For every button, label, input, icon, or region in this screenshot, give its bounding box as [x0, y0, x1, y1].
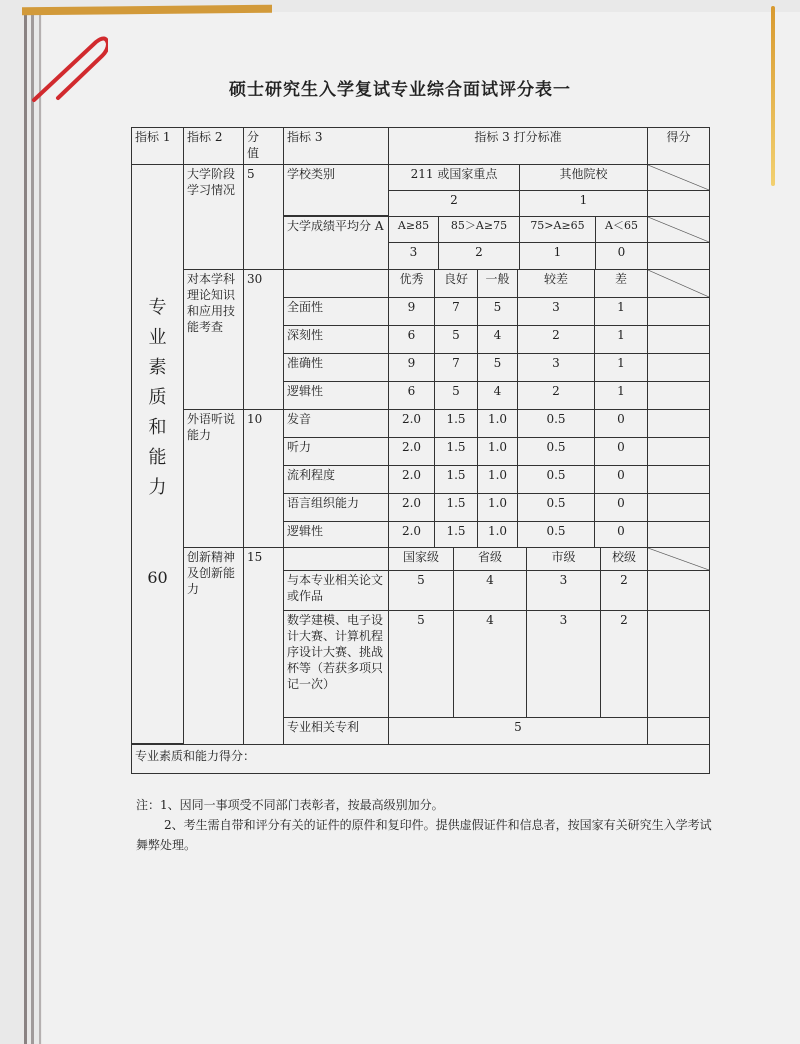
criterion-label: 逻辑性 [283, 521, 389, 548]
header-indicator3: 指标 3 [283, 127, 389, 165]
criterion-score: 5 [388, 570, 454, 611]
criterion-score: 1 [594, 353, 648, 382]
criterion-score: 4 [477, 325, 518, 354]
criterion-score: 2 [600, 610, 648, 718]
criterion-score: 2 [600, 570, 648, 611]
blank-cell [283, 547, 389, 571]
school-type-label: 学校类别 [283, 164, 389, 216]
criterion-label: 发音 [283, 409, 389, 438]
grade-header: 差 [594, 269, 648, 298]
criterion-score: 2 [517, 381, 595, 410]
score-input[interactable] [647, 717, 710, 745]
criterion-label: 深刻性 [283, 325, 389, 354]
header-criteria: 指标 3 打分标准 [388, 127, 648, 165]
criterion-label: 与本专业相关论文或作品 [283, 570, 389, 611]
score-cell-disabled [647, 269, 710, 298]
criterion-score: 0.5 [517, 493, 595, 522]
criterion-label: 流利程度 [283, 465, 389, 494]
criterion-score: 2.0 [388, 437, 435, 466]
criterion-score: 0 [594, 493, 648, 522]
section-name: 对本学科理论知识和应用技能考查 [183, 269, 244, 410]
school-type-score: 1 [519, 190, 648, 217]
criterion-score: 4 [453, 610, 527, 718]
criterion-score: 1 [594, 325, 648, 354]
paper-edge [39, 12, 41, 1044]
criterion-score: 3 [517, 353, 595, 382]
score-input[interactable] [647, 610, 710, 718]
criterion-score: 0 [594, 437, 648, 466]
criterion-score: 2.0 [388, 493, 435, 522]
criterion-score: 5 [434, 325, 478, 354]
criterion-score: 0.5 [517, 521, 595, 548]
gpa-header: 85＞A≥75 [438, 216, 520, 243]
notes [136, 795, 716, 855]
criterion-score: 1.5 [434, 409, 478, 438]
section-points: 5 [243, 164, 284, 270]
criterion-score: 1 [594, 381, 648, 410]
score-input[interactable] [647, 493, 710, 522]
criterion-label: 听力 [283, 437, 389, 466]
criterion-score: 2 [517, 325, 595, 354]
school-type-score: 2 [388, 190, 520, 217]
score-input[interactable] [647, 297, 710, 326]
score-input[interactable] [647, 353, 710, 382]
level-header: 国家级 [388, 547, 454, 571]
criterion-score: 1.5 [434, 437, 478, 466]
blank-cell [283, 269, 389, 298]
total-score-row[interactable] [131, 744, 710, 774]
section-name: 外语听说能力 [183, 409, 244, 548]
paper-edge [24, 12, 27, 1044]
criterion-score: 1.5 [434, 465, 478, 494]
criterion-score: 4 [453, 570, 527, 611]
criterion-score: 1.0 [477, 521, 518, 548]
total-score-label: 专业素质和能力得分： [135, 749, 256, 763]
criterion-score: 3 [517, 297, 595, 326]
criterion-label: 准确性 [283, 353, 389, 382]
score-cell-disabled [647, 164, 710, 191]
criterion-score: 1.0 [477, 409, 518, 438]
criterion-score: 0 [594, 521, 648, 548]
criterion-score: 9 [388, 297, 435, 326]
criterion-score: 9 [388, 353, 435, 382]
score-input[interactable] [647, 570, 710, 611]
criterion-score: 5 [477, 297, 518, 326]
criterion-score: 1.5 [434, 521, 478, 548]
level-header: 省级 [453, 547, 527, 571]
level-header: 市级 [526, 547, 601, 571]
gpa-score: 3 [388, 242, 439, 270]
criterion-score: 6 [388, 381, 435, 410]
grade-header: 一般 [477, 269, 518, 298]
criterion-score: 1.0 [477, 493, 518, 522]
score-input[interactable] [647, 521, 710, 548]
criterion-score: 1 [594, 297, 648, 326]
section-name: 大学阶段学习情况 [183, 164, 244, 270]
criterion-score: 7 [434, 297, 478, 326]
criterion-score: 5 [434, 381, 478, 410]
gpa-score: 0 [595, 242, 648, 270]
gpa-score: 1 [519, 242, 596, 270]
grade-header: 优秀 [388, 269, 435, 298]
level-header: 校级 [600, 547, 648, 571]
criterion-score: 3 [526, 610, 601, 718]
criterion-score: 1.0 [477, 437, 518, 466]
criterion-score: 2.0 [388, 465, 435, 494]
section-points: 10 [243, 409, 284, 548]
section-points: 30 [243, 269, 284, 410]
note-2: 2、考生需自带和评分有关的证件的原件和复印件。提供虚假证件和信息者，按国家有关研究生入学考试舞弊处理。 [136, 818, 712, 852]
header-indicator2: 指标 2 [183, 127, 244, 165]
grade-header: 良好 [434, 269, 478, 298]
header-points: 分值 [243, 127, 284, 165]
criterion-score: 1.0 [477, 465, 518, 494]
criterion-score: 0.5 [517, 409, 595, 438]
gpa-header: 75>A≥65 [519, 216, 596, 243]
school-type-header: 211 或国家重点 [388, 164, 520, 191]
criterion-score: 4 [477, 381, 518, 410]
paper-edge [31, 12, 34, 1044]
gpa-header: A≥85 [388, 216, 439, 243]
score-input[interactable] [647, 325, 710, 354]
criterion-score: 6 [388, 325, 435, 354]
score-input[interactable] [647, 381, 710, 410]
criterion-score: 0 [594, 465, 648, 494]
patent-label: 专业相关专利 [283, 717, 389, 745]
score-input[interactable] [647, 437, 710, 466]
criterion-score: 2.0 [388, 521, 435, 548]
page-title: 硕士研究生入学复试专业综合面试评分表一 [229, 80, 571, 100]
score-input[interactable] [647, 242, 710, 270]
criterion-score: 3 [526, 570, 601, 611]
gpa-label: 大学成绩平均分 A [283, 216, 389, 270]
criterion-score: 5 [388, 610, 454, 718]
header-score: 得分 [647, 127, 710, 165]
score-cell-disabled [647, 216, 710, 243]
criterion-label: 数学建模、电子设计大赛、计算机程序设计大赛、挑战杯等（若获多项只记一次） [283, 610, 389, 718]
criterion-score: 0.5 [517, 465, 595, 494]
criterion-score: 2.0 [388, 409, 435, 438]
score-input[interactable] [647, 465, 710, 494]
section-points: 15 [243, 547, 284, 745]
paperclip-icon [28, 32, 108, 112]
note-1: 注：1、因同一事项受不同部门表彰者，按最高级别加分。 [136, 798, 444, 812]
score-cell-disabled [647, 547, 710, 571]
gpa-score: 2 [438, 242, 520, 270]
score-input[interactable] [647, 409, 710, 438]
patent-score: 5 [388, 717, 648, 745]
criterion-score: 0 [594, 409, 648, 438]
criterion-score: 5 [477, 353, 518, 382]
criterion-label: 语言组织能力 [283, 493, 389, 522]
gpa-header: A＜65 [595, 216, 648, 243]
criterion-score: 7 [434, 353, 478, 382]
criterion-score: 0.5 [517, 437, 595, 466]
criterion-score: 1.5 [434, 493, 478, 522]
section-name: 创新精神及创新能力 [183, 547, 244, 745]
indicator1-cell: 专 业 素 质 和 能 力 60 [131, 164, 184, 744]
header-indicator1: 指标 1 [131, 127, 184, 165]
score-input[interactable] [647, 190, 710, 217]
grade-header: 较差 [517, 269, 595, 298]
school-type-header: 其他院校 [519, 164, 648, 191]
criterion-label: 全面性 [283, 297, 389, 326]
criterion-label: 逻辑性 [283, 381, 389, 410]
